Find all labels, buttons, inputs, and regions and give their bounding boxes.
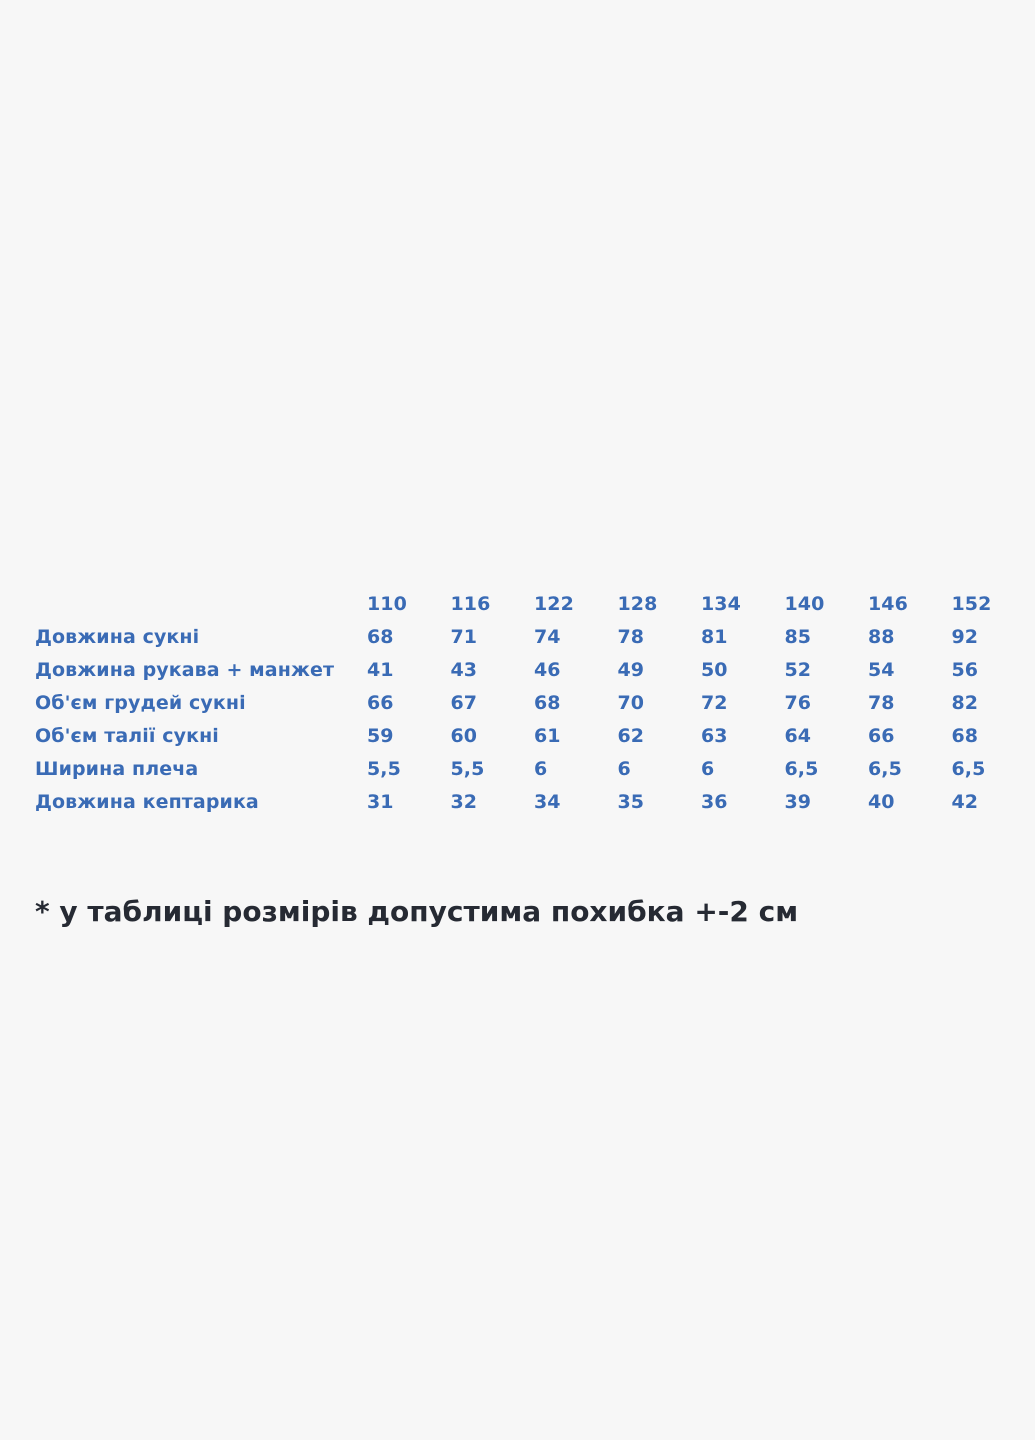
table-cell: 36	[700, 791, 728, 813]
table-row	[35, 786, 1035, 819]
table-cell: 42	[951, 791, 979, 813]
table-cell: 35	[617, 791, 645, 813]
table-cell: 6,5	[867, 758, 902, 780]
table-cell: 6	[700, 758, 715, 780]
table-cell: 32	[450, 791, 478, 813]
table-cell: 68	[951, 725, 979, 747]
tolerance-note: * у таблиці розмірів допустима похибка +-2 см	[35, 895, 799, 928]
table-cell: 72	[700, 692, 728, 714]
size-header-cell: 152	[951, 593, 992, 615]
table-cell: 5,5	[450, 758, 485, 780]
table-cell: 52	[784, 659, 812, 681]
table-cell: 82	[951, 692, 979, 714]
table-cell: 6	[617, 758, 631, 780]
table-cell: 40	[867, 791, 895, 813]
table-cell: 6,5	[951, 758, 986, 780]
table-cell: 41	[366, 659, 394, 681]
table-row	[35, 621, 1035, 654]
size-header-cell: 116	[450, 593, 491, 615]
table-cell: 71	[450, 626, 478, 648]
size-header-cell: 110	[366, 593, 407, 615]
table-cell: 46	[533, 659, 561, 681]
table-cell: 88	[867, 626, 895, 648]
table-cell: 6,5	[784, 758, 819, 780]
table-cell: 85	[784, 626, 812, 648]
size-header-cell: 122	[533, 593, 574, 615]
table-cell: 70	[617, 692, 645, 714]
table-row	[35, 753, 1035, 786]
table-cell: 54	[867, 659, 895, 681]
table-cell: 31	[366, 791, 394, 813]
table-cell: 5,5	[366, 758, 401, 780]
table-cell: 78	[867, 692, 895, 714]
row-label: Об'єм талії сукні	[35, 725, 219, 747]
size-header-cell: 140	[784, 593, 825, 615]
row-label: Довжина рукава + манжет	[35, 659, 335, 681]
table-cell: 74	[533, 626, 561, 648]
table-cell: 92	[951, 626, 979, 648]
table-cell: 63	[700, 725, 728, 747]
size-table	[35, 588, 1035, 819]
table-cell: 34	[533, 791, 561, 813]
table-cell: 56	[951, 659, 979, 681]
table-cell: 66	[366, 692, 394, 714]
size-header-cell: 134	[700, 593, 741, 615]
table-cell: 68	[533, 692, 561, 714]
table-cell: 68	[366, 626, 394, 648]
table-cell: 60	[450, 725, 478, 747]
table-cell: 67	[450, 692, 478, 714]
row-label: Довжина кептарика	[35, 791, 259, 813]
table-cell: 6	[533, 758, 548, 780]
table-cell: 64	[784, 725, 812, 747]
table-cell: 66	[867, 725, 895, 747]
header-empty-cell	[35, 588, 367, 621]
table-cell: 43	[450, 659, 478, 681]
row-label: Довжина сукні	[35, 626, 200, 648]
size-header-row	[35, 588, 1035, 621]
table-cell: 50	[700, 659, 728, 681]
table-row	[35, 654, 1035, 687]
table-cell: 59	[366, 725, 394, 747]
table-cell: 39	[784, 791, 812, 813]
table-row	[35, 720, 1035, 753]
table-cell: 81	[700, 626, 728, 648]
row-label: Ширина плеча	[35, 758, 199, 780]
table-cell: 61	[533, 725, 561, 747]
row-label: Об'єм грудей сукні	[35, 692, 246, 714]
table-cell: 76	[784, 692, 812, 714]
table-cell: 78	[617, 626, 645, 648]
size-header-cell: 146	[867, 593, 908, 615]
size-header-cell: 128	[617, 593, 658, 615]
table-cell: 49	[617, 659, 645, 681]
table-row	[35, 687, 1035, 720]
table-cell: 62	[617, 725, 645, 747]
